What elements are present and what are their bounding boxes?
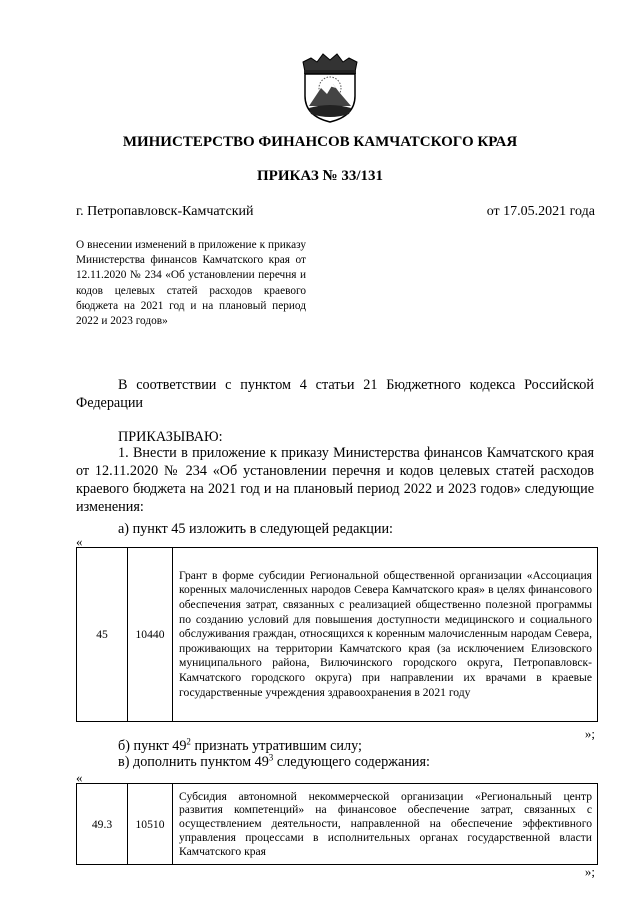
table-row — [77, 548, 598, 722]
description-cell: Субсидия автономной некоммерческой организации «Региональный центр развития компетенций» на финансовое обеспечение затрат, связанных с осуществлением деятельности, направленной на обеспечение эффективного управления процессами в исполнительных органах государственной власти Камчатского края — [173, 784, 598, 865]
order-title: ПРИКАЗ № 33/131 — [257, 168, 383, 184]
ministry-title: МИНИСТЕРСТВО ФИНАНСОВ КАМЧАТСКОГО КРАЯ — [122, 134, 518, 150]
legal-basis-paragraph: В соответствии с пунктом 4 статьи 21 Бюджетного кодекса Российской Федерации — [76, 377, 594, 411]
description-cell: Грант в форме субсидии Региональной общественной организации «Ассоциация коренных малочисленных народов Севера Камчатского края» в целях финансового обеспечения затрат, связанных с реализацией общественно полезной программы по созданию условий для повышения доступности медицинского и социального обслуживания граждан, относящихся к коренным малочисленным народам Севера, проживающих на территории Камчатского края (за исключением Елизовского муниципального района, Вилючинского городского округа, Петропавловск-Камчатского городского округа) при направлении их врачами в краевые государственные учреждения здравоохранения в 2021 году — [173, 548, 598, 722]
open-quote: « — [76, 770, 83, 785]
budget-code-table-45 — [76, 547, 598, 722]
table-row — [77, 784, 598, 865]
target-code-cell: 10440 — [128, 548, 173, 722]
target-code-cell: 10510 — [128, 784, 173, 865]
item-c-superscript: 3 — [268, 752, 274, 763]
item-a-paragraph: а) пункт 45 изложить в следующей редакции: — [118, 521, 393, 537]
order-subject: О внесении изменений в приложение к приказу Министерства финансов Камчатского края от 12.11.2020 № 234 «Об установлении перечня и кодов целевых статей расходов краевого бюджета на 2021 год и на плановый период 2022 и 2023 годов» — [76, 239, 306, 328]
item-c-suffix: следующего содержания: — [273, 754, 430, 770]
item-b-prefix: б) пункт 49 — [118, 738, 187, 754]
order-date: от 17.05.2021 года — [486, 204, 595, 219]
item-b-superscript: 2 — [186, 736, 191, 747]
budget-code-table-49-3 — [76, 783, 598, 865]
open-quote: « — [76, 534, 83, 549]
row-number-cell: 49.3 — [77, 784, 128, 865]
item-1-paragraph: 1. Внести в приложение к приказу Министерства финансов Камчатского края от 12.11.2020 № 234 «Об установлении перечня и кодов целевых статей расходов краевого бюджета на 2021 год и на плановый период 2022 и 2023 годов» следующие изменения: — [76, 445, 594, 515]
item-c-paragraph — [118, 753, 430, 771]
order-keyword: ПРИКАЗЫВАЮ: — [118, 429, 223, 445]
close-quote: »; — [584, 864, 595, 879]
row-number-cell: 45 — [77, 548, 128, 722]
item-b-suffix: признать утратившим силу; — [190, 738, 362, 754]
item-c-prefix: в) дополнить пунктом 49 — [118, 754, 269, 770]
close-quote: »; — [584, 726, 595, 741]
city-label: г. Петропавловск-Камчатский — [76, 204, 254, 219]
kamchatka-coat-of-arms-icon — [299, 48, 361, 124]
